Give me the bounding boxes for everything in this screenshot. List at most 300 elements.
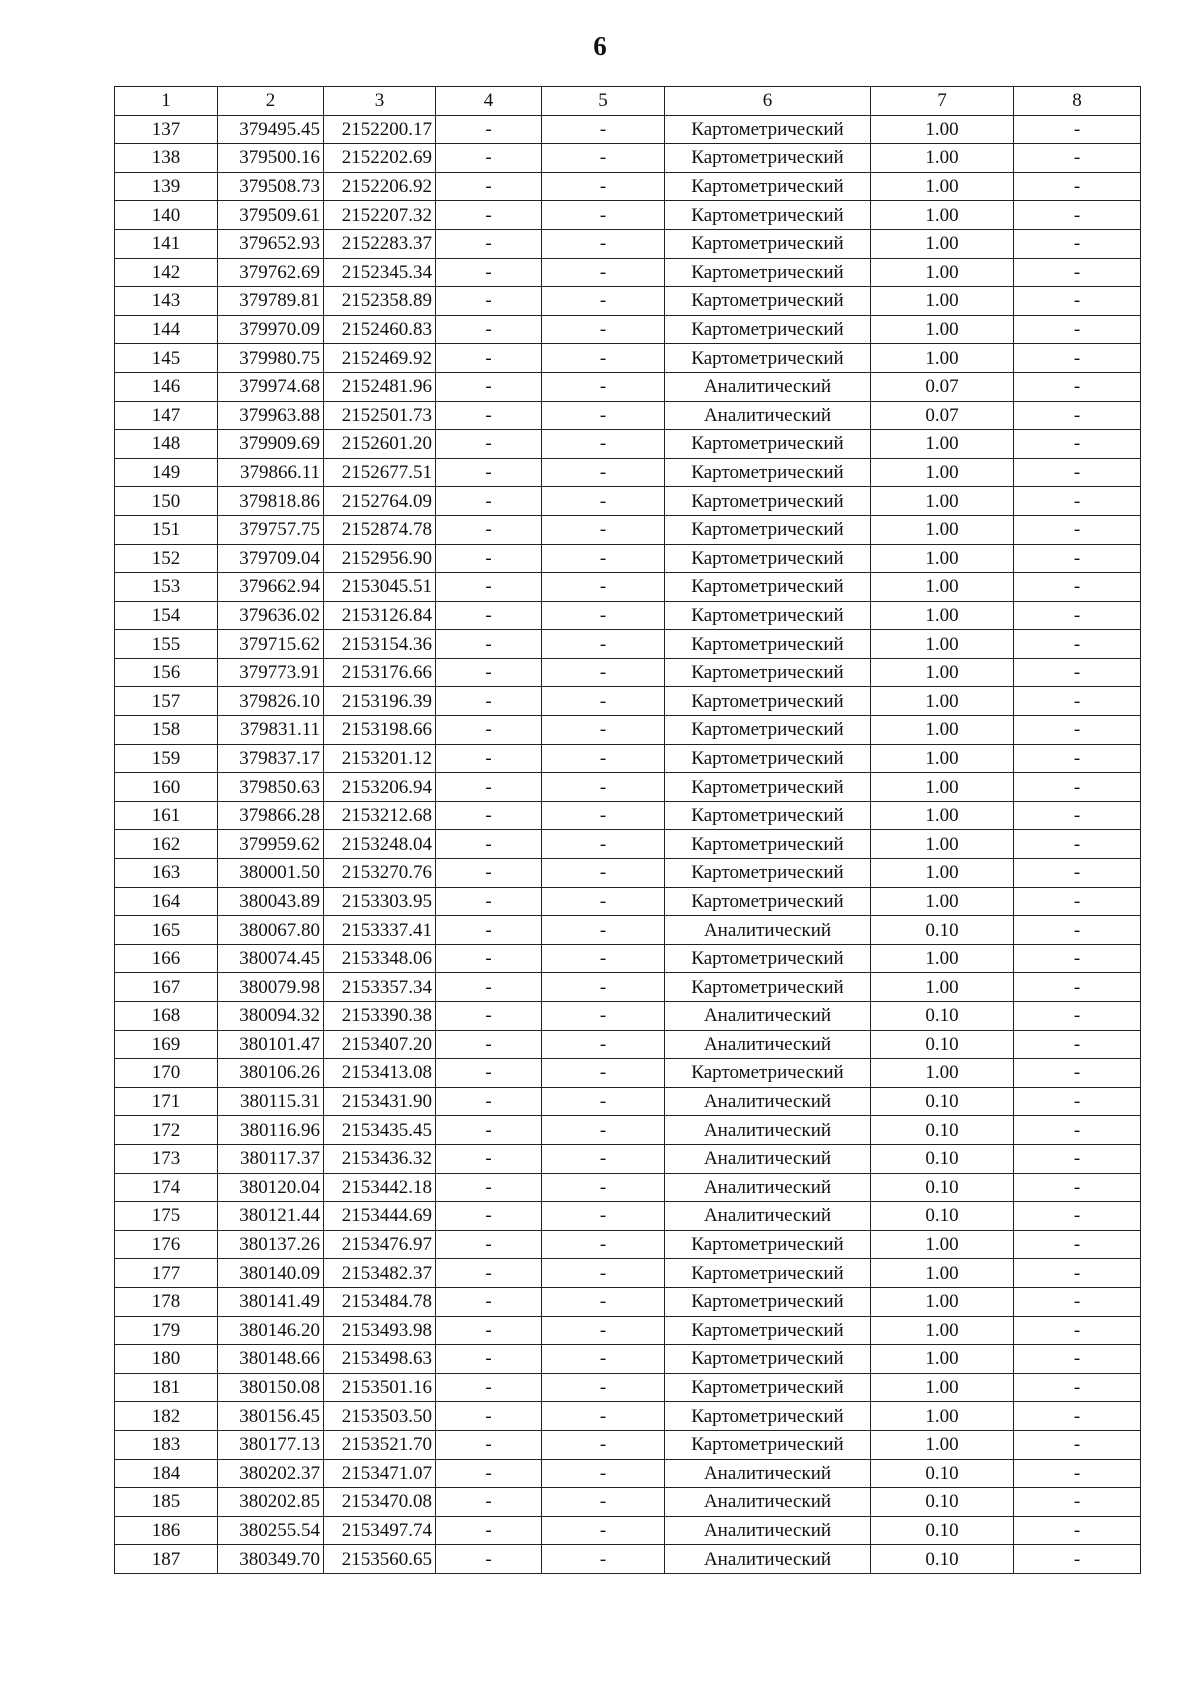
col-5-cell: - <box>542 1287 665 1316</box>
accuracy-cell: 1.00 <box>871 1230 1014 1259</box>
col-5-cell: - <box>542 773 665 802</box>
point-number-cell: 168 <box>115 1002 218 1031</box>
accuracy-cell: 1.00 <box>871 1373 1014 1402</box>
point-number-cell: 137 <box>115 115 218 144</box>
point-number-cell: 143 <box>115 287 218 316</box>
col-8-cell: - <box>1014 1144 1141 1173</box>
col-8-cell: - <box>1014 1059 1141 1088</box>
col-4-cell: - <box>436 830 542 859</box>
coordinate-y-cell: 2153303.95 <box>324 887 436 916</box>
point-number-cell: 140 <box>115 201 218 230</box>
coordinate-y-cell: 2153501.16 <box>324 1373 436 1402</box>
accuracy-cell: 1.00 <box>871 201 1014 230</box>
col-4-cell: - <box>436 1373 542 1402</box>
table-row <box>115 744 1141 773</box>
point-number-cell: 146 <box>115 372 218 401</box>
col-5-cell: - <box>542 601 665 630</box>
accuracy-cell: 1.00 <box>871 1259 1014 1288</box>
col-5-cell: - <box>542 658 665 687</box>
coordinate-x-cell: 380255.54 <box>218 1516 324 1545</box>
col-5-cell: - <box>542 1173 665 1202</box>
point-number-cell: 156 <box>115 658 218 687</box>
coordinate-y-cell: 2153126.84 <box>324 601 436 630</box>
point-number-cell: 138 <box>115 144 218 173</box>
coordinate-y-cell: 2152481.96 <box>324 372 436 401</box>
coordinate-y-cell: 2153270.76 <box>324 859 436 888</box>
col-4-cell: - <box>436 687 542 716</box>
accuracy-cell: 1.00 <box>871 515 1014 544</box>
method-cell: Картометрический <box>665 1287 871 1316</box>
accuracy-cell: 1.00 <box>871 744 1014 773</box>
col-5-cell: - <box>542 1545 665 1574</box>
col-8-cell: - <box>1014 1402 1141 1431</box>
coordinate-y-cell: 2153471.07 <box>324 1459 436 1488</box>
col-5-cell: - <box>542 201 665 230</box>
accuracy-cell: 1.00 <box>871 258 1014 287</box>
method-cell: Аналитический <box>665 1030 871 1059</box>
col-8-cell: - <box>1014 944 1141 973</box>
col-4-cell: - <box>436 1402 542 1431</box>
col-5-cell: - <box>542 487 665 516</box>
col-8-cell: - <box>1014 1030 1141 1059</box>
col-4-cell: - <box>436 401 542 430</box>
method-cell: Картометрический <box>665 687 871 716</box>
table-row <box>115 687 1141 716</box>
coordinate-x-cell: 379508.73 <box>218 172 324 201</box>
col-8-cell: - <box>1014 401 1141 430</box>
col-4-cell: - <box>436 859 542 888</box>
col-4-cell: - <box>436 801 542 830</box>
col-5-cell: - <box>542 973 665 1002</box>
col-5-cell: - <box>542 258 665 287</box>
point-number-cell: 182 <box>115 1402 218 1431</box>
point-number-cell: 163 <box>115 859 218 888</box>
accuracy-cell: 1.00 <box>871 1287 1014 1316</box>
col-4-cell: - <box>436 1459 542 1488</box>
table-row <box>115 573 1141 602</box>
table-row <box>115 830 1141 859</box>
coordinate-x-cell: 379762.69 <box>218 258 324 287</box>
col-5-cell: - <box>542 1345 665 1374</box>
accuracy-cell: 1.00 <box>871 573 1014 602</box>
accuracy-cell: 1.00 <box>871 344 1014 373</box>
col-5-cell: - <box>542 859 665 888</box>
method-cell: Картометрический <box>665 115 871 144</box>
accuracy-cell: 1.00 <box>871 1345 1014 1374</box>
point-number-cell: 142 <box>115 258 218 287</box>
point-number-cell: 149 <box>115 458 218 487</box>
col-5-cell: - <box>542 1202 665 1231</box>
col-8-cell: - <box>1014 573 1141 602</box>
col-8-cell: - <box>1014 744 1141 773</box>
table-row <box>115 1230 1141 1259</box>
accuracy-cell: 1.00 <box>871 716 1014 745</box>
col-5-cell: - <box>542 430 665 459</box>
col-8-cell: - <box>1014 859 1141 888</box>
col-5-cell: - <box>542 830 665 859</box>
col-4-cell: - <box>436 1345 542 1374</box>
col-8-cell: - <box>1014 1373 1141 1402</box>
col-8-cell: - <box>1014 1259 1141 1288</box>
col-5-cell: - <box>542 1230 665 1259</box>
table-row <box>115 1516 1141 1545</box>
point-number-cell: 185 <box>115 1488 218 1517</box>
col-8-cell: - <box>1014 144 1141 173</box>
col-8-cell: - <box>1014 1345 1141 1374</box>
col-8-cell: - <box>1014 258 1141 287</box>
col-8-cell: - <box>1014 487 1141 516</box>
coordinate-x-cell: 379773.91 <box>218 658 324 687</box>
point-number-cell: 174 <box>115 1173 218 1202</box>
coordinate-y-cell: 2152202.69 <box>324 144 436 173</box>
method-cell: Картометрический <box>665 887 871 916</box>
coordinate-y-cell: 2152207.32 <box>324 201 436 230</box>
table-row <box>115 716 1141 745</box>
coordinate-y-cell: 2153482.37 <box>324 1259 436 1288</box>
coordinate-x-cell: 379970.09 <box>218 315 324 344</box>
table-row <box>115 372 1141 401</box>
table-row <box>115 887 1141 916</box>
table-row <box>115 658 1141 687</box>
coordinate-x-cell: 380349.70 <box>218 1545 324 1574</box>
coordinate-y-cell: 2152469.92 <box>324 344 436 373</box>
col-4-cell: - <box>436 1516 542 1545</box>
col-8-cell: - <box>1014 1430 1141 1459</box>
coordinate-x-cell: 379509.61 <box>218 201 324 230</box>
coordinate-x-cell: 379909.69 <box>218 430 324 459</box>
accuracy-cell: 0.10 <box>871 1087 1014 1116</box>
method-cell: Картометрический <box>665 287 871 316</box>
point-number-cell: 169 <box>115 1030 218 1059</box>
coordinate-x-cell: 380117.37 <box>218 1144 324 1173</box>
coordinate-x-cell: 379866.11 <box>218 458 324 487</box>
col-8-cell: - <box>1014 201 1141 230</box>
column-header: 4 <box>436 87 542 116</box>
table-row <box>115 1202 1141 1231</box>
method-cell: Аналитический <box>665 401 871 430</box>
coordinate-x-cell: 379963.88 <box>218 401 324 430</box>
coordinate-y-cell: 2152677.51 <box>324 458 436 487</box>
table-row <box>115 487 1141 516</box>
col-4-cell: - <box>436 458 542 487</box>
table-row <box>115 115 1141 144</box>
method-cell: Картометрический <box>665 144 871 173</box>
coordinate-y-cell: 2153493.98 <box>324 1316 436 1345</box>
accuracy-cell: 1.00 <box>871 887 1014 916</box>
point-number-cell: 159 <box>115 744 218 773</box>
coordinate-x-cell: 380074.45 <box>218 944 324 973</box>
method-cell: Картометрический <box>665 315 871 344</box>
accuracy-cell: 0.10 <box>871 1116 1014 1145</box>
col-8-cell: - <box>1014 115 1141 144</box>
method-cell: Картометрический <box>665 487 871 516</box>
col-8-cell: - <box>1014 801 1141 830</box>
point-number-cell: 180 <box>115 1345 218 1374</box>
coordinate-x-cell: 380202.85 <box>218 1488 324 1517</box>
coordinate-x-cell: 379709.04 <box>218 544 324 573</box>
accuracy-cell: 1.00 <box>871 973 1014 1002</box>
coordinate-x-cell: 380106.26 <box>218 1059 324 1088</box>
coordinate-y-cell: 2153154.36 <box>324 630 436 659</box>
point-number-cell: 181 <box>115 1373 218 1402</box>
col-4-cell: - <box>436 773 542 802</box>
col-4-cell: - <box>436 1259 542 1288</box>
col-4-cell: - <box>436 1488 542 1517</box>
coordinate-y-cell: 2152460.83 <box>324 315 436 344</box>
coordinate-y-cell: 2152874.78 <box>324 515 436 544</box>
coordinate-y-cell: 2153470.08 <box>324 1488 436 1517</box>
col-8-cell: - <box>1014 830 1141 859</box>
col-5-cell: - <box>542 1144 665 1173</box>
method-cell: Картометрический <box>665 716 871 745</box>
col-8-cell: - <box>1014 887 1141 916</box>
point-number-cell: 183 <box>115 1430 218 1459</box>
col-4-cell: - <box>436 944 542 973</box>
accuracy-cell: 0.10 <box>871 916 1014 945</box>
col-4-cell: - <box>436 1116 542 1145</box>
accuracy-cell: 1.00 <box>871 658 1014 687</box>
col-5-cell: - <box>542 1059 665 1088</box>
coordinate-x-cell: 379980.75 <box>218 344 324 373</box>
coordinate-x-cell: 380156.45 <box>218 1402 324 1431</box>
point-number-cell: 170 <box>115 1059 218 1088</box>
coordinate-x-cell: 380101.47 <box>218 1030 324 1059</box>
coordinate-x-cell: 379636.02 <box>218 601 324 630</box>
method-cell: Картометрический <box>665 773 871 802</box>
accuracy-cell: 0.10 <box>871 1545 1014 1574</box>
col-8-cell: - <box>1014 1545 1141 1574</box>
point-number-cell: 166 <box>115 944 218 973</box>
table-row <box>115 515 1141 544</box>
accuracy-cell: 1.00 <box>871 687 1014 716</box>
col-5-cell: - <box>542 1459 665 1488</box>
coordinate-y-cell: 2152601.20 <box>324 430 436 459</box>
accuracy-cell: 1.00 <box>871 1316 1014 1345</box>
col-4-cell: - <box>436 1287 542 1316</box>
col-5-cell: - <box>542 344 665 373</box>
coordinate-x-cell: 380146.20 <box>218 1316 324 1345</box>
coordinate-x-cell: 380121.44 <box>218 1202 324 1231</box>
col-5-cell: - <box>542 1116 665 1145</box>
coordinate-y-cell: 2153337.41 <box>324 916 436 945</box>
method-cell: Картометрический <box>665 1059 871 1088</box>
point-number-cell: 147 <box>115 401 218 430</box>
method-cell: Аналитический <box>665 1087 871 1116</box>
table-row <box>115 1430 1141 1459</box>
col-8-cell: - <box>1014 1087 1141 1116</box>
col-4-cell: - <box>436 515 542 544</box>
col-8-cell: - <box>1014 1202 1141 1231</box>
col-8-cell: - <box>1014 544 1141 573</box>
coordinate-y-cell: 2153390.38 <box>324 1002 436 1031</box>
coordinate-y-cell: 2152358.89 <box>324 287 436 316</box>
col-8-cell: - <box>1014 601 1141 630</box>
method-cell: Аналитический <box>665 1116 871 1145</box>
col-4-cell: - <box>436 916 542 945</box>
coordinate-x-cell: 380177.13 <box>218 1430 324 1459</box>
col-8-cell: - <box>1014 344 1141 373</box>
table-row <box>115 630 1141 659</box>
coordinate-y-cell: 2153206.94 <box>324 773 436 802</box>
accuracy-cell: 1.00 <box>871 773 1014 802</box>
table-row <box>115 430 1141 459</box>
coordinate-x-cell: 380043.89 <box>218 887 324 916</box>
col-8-cell: - <box>1014 1116 1141 1145</box>
header-row <box>115 87 1141 116</box>
coordinate-x-cell: 379850.63 <box>218 773 324 802</box>
col-4-cell: - <box>436 315 542 344</box>
col-4-cell: - <box>436 658 542 687</box>
column-header: 8 <box>1014 87 1141 116</box>
method-cell: Картометрический <box>665 229 871 258</box>
method-cell: Картометрический <box>665 201 871 230</box>
table-row <box>115 1345 1141 1374</box>
method-cell: Картометрический <box>665 573 871 602</box>
accuracy-cell: 1.00 <box>871 1430 1014 1459</box>
accuracy-cell: 1.00 <box>871 172 1014 201</box>
point-number-cell: 150 <box>115 487 218 516</box>
coordinate-x-cell: 379500.16 <box>218 144 324 173</box>
col-5-cell: - <box>542 372 665 401</box>
coordinate-y-cell: 2153198.66 <box>324 716 436 745</box>
point-number-cell: 158 <box>115 716 218 745</box>
point-number-cell: 139 <box>115 172 218 201</box>
method-cell: Аналитический <box>665 1488 871 1517</box>
accuracy-cell: 1.00 <box>871 287 1014 316</box>
method-cell: Картометрический <box>665 601 871 630</box>
accuracy-cell: 1.00 <box>871 601 1014 630</box>
method-cell: Картометрический <box>665 744 871 773</box>
col-4-cell: - <box>436 630 542 659</box>
coordinate-x-cell: 380094.32 <box>218 1002 324 1031</box>
method-cell: Картометрический <box>665 1230 871 1259</box>
accuracy-cell: 1.00 <box>871 859 1014 888</box>
col-4-cell: - <box>436 287 542 316</box>
coordinate-x-cell: 380148.66 <box>218 1345 324 1374</box>
accuracy-cell: 0.10 <box>871 1488 1014 1517</box>
table-row <box>115 1144 1141 1173</box>
col-5-cell: - <box>542 144 665 173</box>
accuracy-cell: 1.00 <box>871 458 1014 487</box>
accuracy-cell: 1.00 <box>871 830 1014 859</box>
col-4-cell: - <box>436 229 542 258</box>
coordinate-x-cell: 380120.04 <box>218 1173 324 1202</box>
point-number-cell: 162 <box>115 830 218 859</box>
coordinate-y-cell: 2153413.08 <box>324 1059 436 1088</box>
col-5-cell: - <box>542 287 665 316</box>
accuracy-cell: 1.00 <box>871 801 1014 830</box>
col-5-cell: - <box>542 916 665 945</box>
col-4-cell: - <box>436 1545 542 1574</box>
coordinate-x-cell: 380202.37 <box>218 1459 324 1488</box>
table-row <box>115 1488 1141 1517</box>
coordinate-x-cell: 379837.17 <box>218 744 324 773</box>
col-5-cell: - <box>542 573 665 602</box>
col-4-cell: - <box>436 1144 542 1173</box>
col-4-cell: - <box>436 487 542 516</box>
col-8-cell: - <box>1014 973 1141 1002</box>
coordinate-x-cell: 379715.62 <box>218 630 324 659</box>
point-number-cell: 161 <box>115 801 218 830</box>
col-4-cell: - <box>436 1059 542 1088</box>
accuracy-cell: 1.00 <box>871 229 1014 258</box>
column-header: 6 <box>665 87 871 116</box>
table-row <box>115 1002 1141 1031</box>
table-row <box>115 1373 1141 1402</box>
col-4-cell: - <box>436 1202 542 1231</box>
point-number-cell: 155 <box>115 630 218 659</box>
coordinate-x-cell: 379789.81 <box>218 287 324 316</box>
table-row <box>115 1459 1141 1488</box>
col-4-cell: - <box>436 1087 542 1116</box>
table-row <box>115 201 1141 230</box>
coordinate-x-cell: 380079.98 <box>218 973 324 1002</box>
coordinate-x-cell: 379652.93 <box>218 229 324 258</box>
accuracy-cell: 1.00 <box>871 144 1014 173</box>
col-4-cell: - <box>436 172 542 201</box>
coordinate-y-cell: 2153498.63 <box>324 1345 436 1374</box>
accuracy-cell: 0.10 <box>871 1202 1014 1231</box>
point-number-cell: 165 <box>115 916 218 945</box>
col-5-cell: - <box>542 744 665 773</box>
accuracy-cell: 1.00 <box>871 944 1014 973</box>
coordinate-x-cell: 380137.26 <box>218 1230 324 1259</box>
accuracy-cell: 0.07 <box>871 372 1014 401</box>
method-cell: Аналитический <box>665 1545 871 1574</box>
col-5-cell: - <box>542 1373 665 1402</box>
method-cell: Аналитический <box>665 1173 871 1202</box>
col-5-cell: - <box>542 1402 665 1431</box>
coordinate-x-cell: 380150.08 <box>218 1373 324 1402</box>
point-number-cell: 176 <box>115 1230 218 1259</box>
col-8-cell: - <box>1014 1516 1141 1545</box>
table-row <box>115 944 1141 973</box>
point-number-cell: 173 <box>115 1144 218 1173</box>
table-row <box>115 1316 1141 1345</box>
coordinate-y-cell: 2153435.45 <box>324 1116 436 1145</box>
col-4-cell: - <box>436 544 542 573</box>
col-5-cell: - <box>542 315 665 344</box>
coordinate-y-cell: 2153503.50 <box>324 1402 436 1431</box>
coordinate-x-cell: 379662.94 <box>218 573 324 602</box>
table-body <box>115 115 1141 1573</box>
col-5-cell: - <box>542 1516 665 1545</box>
col-4-cell: - <box>436 372 542 401</box>
col-4-cell: - <box>436 1002 542 1031</box>
page-number: 6 <box>593 31 607 61</box>
coordinate-x-cell: 379866.28 <box>218 801 324 830</box>
col-5-cell: - <box>542 716 665 745</box>
col-8-cell: - <box>1014 1459 1141 1488</box>
method-cell: Аналитический <box>665 1002 871 1031</box>
coordinate-y-cell: 2153484.78 <box>324 1287 436 1316</box>
point-number-cell: 184 <box>115 1459 218 1488</box>
col-5-cell: - <box>542 1002 665 1031</box>
col-8-cell: - <box>1014 458 1141 487</box>
method-cell: Аналитический <box>665 372 871 401</box>
table-row <box>115 773 1141 802</box>
point-number-cell: 145 <box>115 344 218 373</box>
coordinate-x-cell: 380001.50 <box>218 859 324 888</box>
coordinate-y-cell: 2153442.18 <box>324 1173 436 1202</box>
coordinate-x-cell: 379495.45 <box>218 115 324 144</box>
accuracy-cell: 1.00 <box>871 1059 1014 1088</box>
coordinate-y-cell: 2153436.32 <box>324 1144 436 1173</box>
coordinate-y-cell: 2153476.97 <box>324 1230 436 1259</box>
method-cell: Картометрический <box>665 630 871 659</box>
coordinate-y-cell: 2153201.12 <box>324 744 436 773</box>
point-number-cell: 186 <box>115 1516 218 1545</box>
